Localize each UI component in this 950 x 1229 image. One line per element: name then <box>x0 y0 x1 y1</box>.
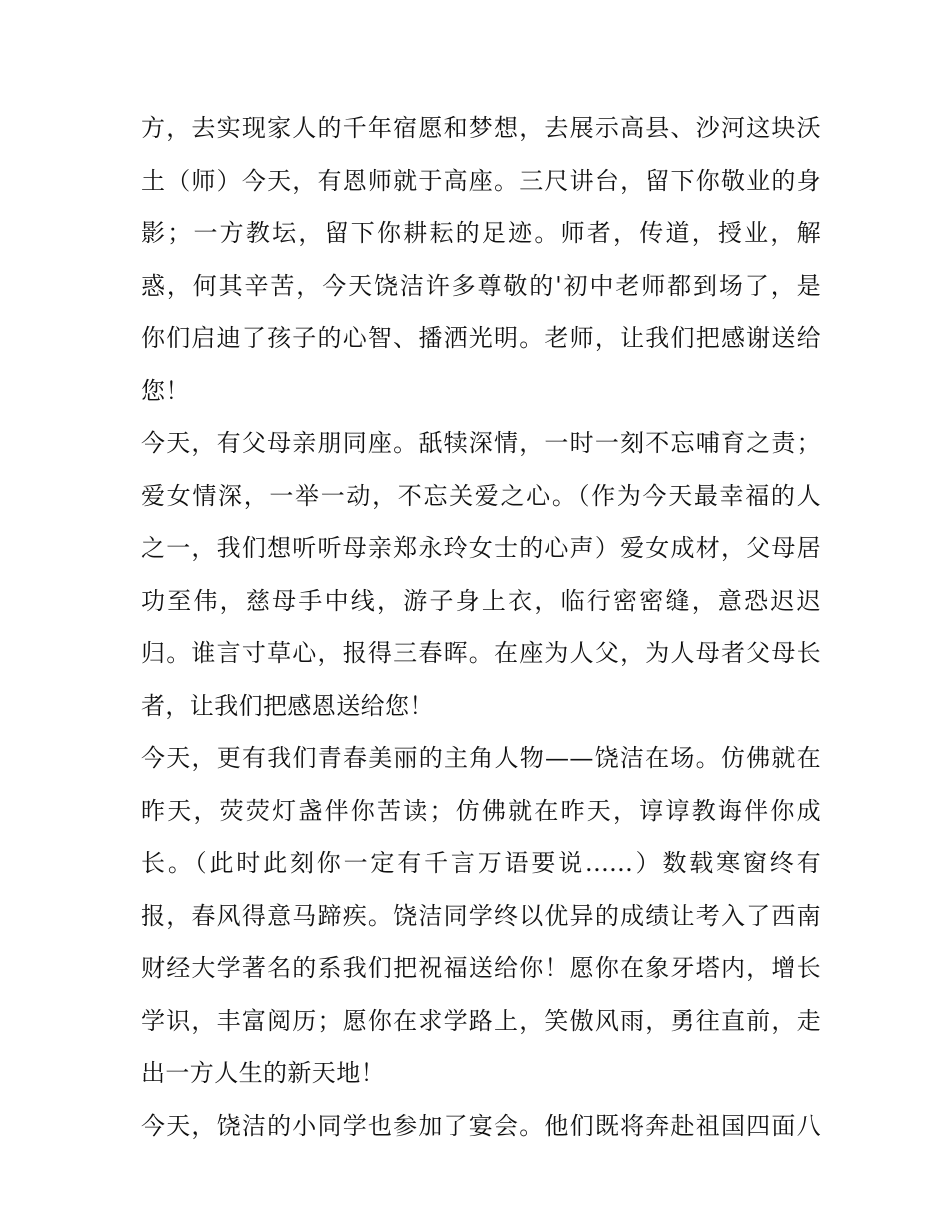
text-line: 之一，我们想听听母亲郑永玲女士的心声）爱女成材，父母居 <box>141 534 821 562</box>
text-line: 你们启迪了孩子的心智、播洒光明。老师，让我们把感谢送给 <box>141 324 821 352</box>
text-line: 今天，饶洁的小同学也参加了宴会。他们既将奔赴祖国四面八 <box>141 1111 821 1140</box>
text-line: 出一方人生的新天地！ <box>141 1059 385 1087</box>
text-line: 土（师）今天，有恩师就于高座。三尺讲台，留下你敬业的身 <box>141 166 821 195</box>
text-line: 方，去实现家人的千年宿愿和梦想，去展示高县、沙河这块沃 <box>141 114 821 142</box>
text-line: 归。谁言寸草心，报得三春晖。在座为人父，为人母者父母长 <box>141 639 821 667</box>
text-line: 爱女情深，一举一动，不忘关爱之心。（作为今天最幸福的人 <box>141 481 821 510</box>
text-line: 您！ <box>141 376 190 405</box>
text-line: 功至伟，慈母手中线，游子身上衣，临行密密缝，意恐迟迟 <box>141 586 821 615</box>
text-line: 今天，更有我们青春美丽的主角人物——饶洁在场。仿佛就在 <box>141 744 821 772</box>
text-line: 者，让我们把感恩送给您！ <box>141 691 434 720</box>
document-body <box>141 108 821 1158</box>
text-line: 昨天，荧荧灯盏伴你苦读；仿佛就在昨天，谆谆教诲伴你成 <box>141 796 821 825</box>
text-line: 长。（此时此刻你一定有千言万语要说......）数载寒窗终有 <box>141 849 821 877</box>
text-line: 财经大学著名的系我们把祝福送给你！愿你在象牙塔内，增长 <box>141 954 821 982</box>
text-line: 惑，何其辛苦，今天饶洁许多尊敬的'初中老师都到场了，是 <box>141 271 821 300</box>
text-line: 报，春风得意马蹄疾。饶洁同学终以优异的成绩让考入了西南 <box>141 901 821 930</box>
text-line: 影；一方教坛，留下你耕耘的足迹。师者，传道，授业，解 <box>141 219 821 247</box>
text-line: 学识，丰富阅历；愿你在求学路上，笑傲风雨，勇往直前，走 <box>141 1006 821 1035</box>
text-line: 今天，有父母亲朋同座。舐犊深情，一时一刻不忘哺育之责； <box>141 429 821 457</box>
